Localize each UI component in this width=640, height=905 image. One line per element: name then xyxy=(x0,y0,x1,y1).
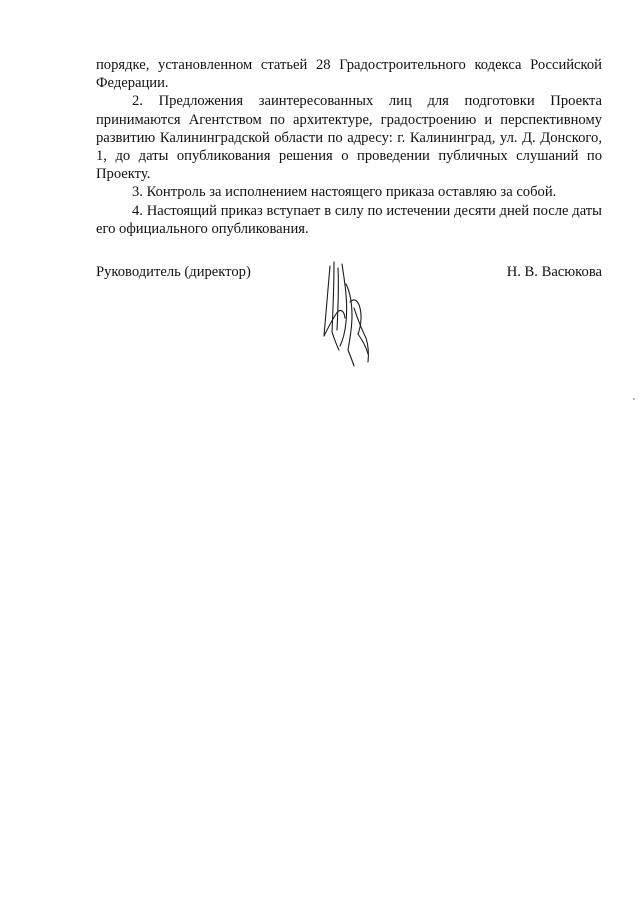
order-text xyxy=(96,56,602,238)
paragraph-item-2: 2. Предложения заинтересованных лиц для подготовки Проекта принимаются Агентством по архитектуре, градостроению и перспективному развитию Калининградской области по адресу: г. Калининград, ул. Д. Донского, 1, до даты опубликования решения о проведении публичных слушаний по Проекту. xyxy=(96,93,602,183)
scan-speck xyxy=(633,398,635,400)
signatory-title: Руководитель (директор) xyxy=(96,264,251,280)
handwritten-signature xyxy=(312,258,392,370)
paragraph-item-4: 4. Настоящий приказ вступает в силу по истечении десяти дней после даты его официального опубликования. xyxy=(96,202,602,237)
paragraph-item-3: 3. Контроль за исполнением настоящего приказа оставляю за собой. xyxy=(132,184,557,201)
paragraph-continuation: порядке, установленном статьей 28 Градостроительного кодекса Российской Федерации. xyxy=(96,57,602,92)
signatory-name: Н. В. Васюкова xyxy=(506,264,602,280)
